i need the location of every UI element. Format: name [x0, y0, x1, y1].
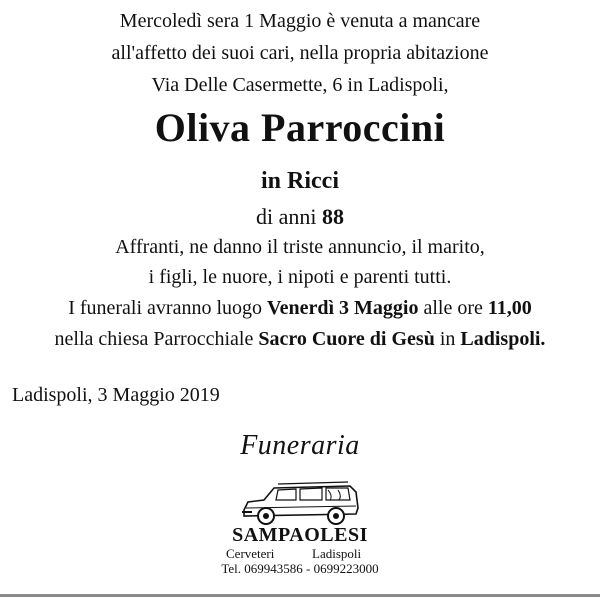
deceased-name: Oliva Parroccini [154, 105, 446, 150]
funeral-day: Venerdì 3 Maggio [267, 297, 419, 319]
logo-brand: SAMPAOLESI [232, 524, 368, 546]
funeral-home-logo [210, 430, 390, 580]
age-line [0, 204, 600, 230]
church-intro: nella chiesa Parrocchiale [54, 328, 254, 350]
hearse-icon [238, 472, 364, 532]
intro-line-3: Via Delle Casermette, 6 in Ladispoli, [151, 74, 449, 96]
funeral-line-2 [0, 328, 600, 351]
logo-town-right: Ladispoli [312, 546, 362, 561]
intro-line-1: Mercoledì sera 1 Maggio è venuta a mancare [119, 10, 481, 32]
logo-town-left: Cerveteri [226, 546, 275, 561]
logo-heading: Funeraria [240, 430, 360, 461]
married-name: in Ricci [261, 168, 339, 194]
funeral-time: 11,00 [487, 297, 532, 319]
church-town: Ladispoli. [460, 328, 546, 350]
place-and-date: Ladispoli, 3 Maggio 2019 [12, 384, 220, 406]
church-name: Sacro Cuore di Gesù [258, 328, 435, 350]
age-prefix: di anni [256, 204, 317, 229]
bottom-divider [0, 594, 600, 597]
mourners-line-2: i figli, le nuore, i nipoti e parenti tutti. [148, 266, 452, 288]
intro-line-2: all'affetto dei suoi cari, nella propria abitazione [111, 42, 489, 64]
church-in: in [439, 328, 456, 350]
funeral-line-1 [0, 297, 600, 320]
mourners-line-1: Affranti, ne danno il triste annuncio, il marito, [115, 236, 485, 258]
funeral-time-prefix: alle ore [423, 297, 483, 319]
age-value: 88 [322, 204, 344, 229]
funeral-intro: I funerali avranno luogo [68, 297, 263, 319]
logo-phones: Tel. 069943586 - 0699223000 [221, 561, 379, 576]
